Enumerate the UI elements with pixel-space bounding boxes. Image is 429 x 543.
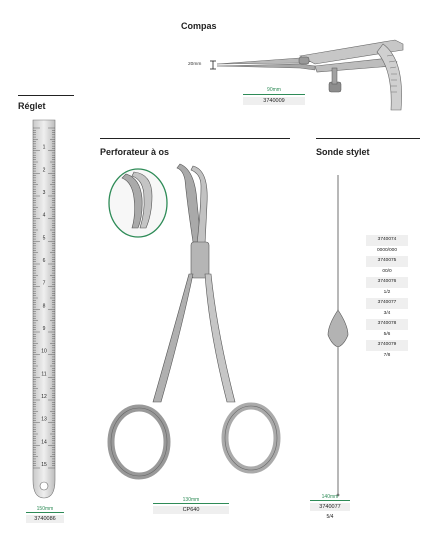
sonde-table-row: 3/4 [383, 310, 391, 316]
sonde-size-line [310, 500, 350, 501]
reglet-title: Réglet [18, 101, 46, 111]
sonde-table-row: 7/8 [383, 352, 391, 358]
sonde-table-row: 3740078 [366, 319, 408, 330]
sonde-table-row: 5/6 [383, 331, 391, 337]
ruler-number: 11 [41, 371, 47, 378]
sonde-code: 3740077 [310, 503, 350, 511]
sonde-size: 140mm [321, 494, 339, 500]
perforateur-size-line [153, 503, 229, 504]
sonde-table-row: 3740075 [366, 256, 408, 267]
reglet-rule [18, 95, 74, 96]
compas-dimension-label: 20mm [188, 62, 202, 67]
ruler-number: 13 [41, 416, 47, 423]
ruler-number: 15 [41, 462, 47, 468]
sonde-code-size: 5/4 [326, 514, 334, 520]
ruler-number: 3 [42, 190, 46, 196]
perforateur-size: 130mm [182, 497, 200, 503]
compas-code: 3740009 [243, 97, 305, 105]
ruler-number: 9 [42, 326, 46, 332]
ruler-number: 5 [42, 235, 46, 242]
ruler-image [32, 120, 56, 500]
sonde-table-row: 3740076 [366, 277, 408, 288]
ruler-number: 1 [42, 144, 46, 151]
compas-image [205, 30, 405, 100]
sonde-image [328, 175, 348, 495]
reglet-size: 150mm [36, 506, 54, 512]
perforateur-title: Perforateur à os [100, 147, 170, 157]
perforateur-code: CP640 [153, 506, 229, 514]
sonde-table-row: 3740077 [366, 298, 408, 309]
ruler-number: 10 [41, 348, 47, 355]
sonde-table [366, 235, 408, 361]
ruler-number: 4 [42, 212, 46, 219]
sonde-table-row: 3740079 [366, 340, 408, 351]
compas-title: Compas [181, 21, 217, 31]
ruler-number: 7 [42, 280, 46, 287]
ruler-number: 6 [42, 258, 46, 264]
ruler-number: 8 [42, 303, 46, 310]
reglet-size-line [26, 512, 64, 513]
perforateur-image [105, 162, 275, 492]
sonde-title: Sonde stylet [316, 147, 370, 157]
compas-size-line [243, 94, 305, 95]
perforateur-rule [100, 138, 290, 139]
sonde-table-row: 3740074 [366, 235, 408, 246]
reglet-code: 3740086 [26, 515, 64, 523]
sonde-rule [316, 138, 420, 139]
sonde-table-row: 1/2 [383, 289, 391, 295]
ruler-number: 12 [41, 394, 47, 400]
ruler-number: 2 [42, 167, 46, 174]
sonde-table-row: 0000/000 [376, 247, 397, 253]
compas-size: 90mm [267, 87, 281, 93]
ruler-number: 14 [41, 439, 47, 446]
sonde-table-row: 00/0 [382, 268, 392, 274]
